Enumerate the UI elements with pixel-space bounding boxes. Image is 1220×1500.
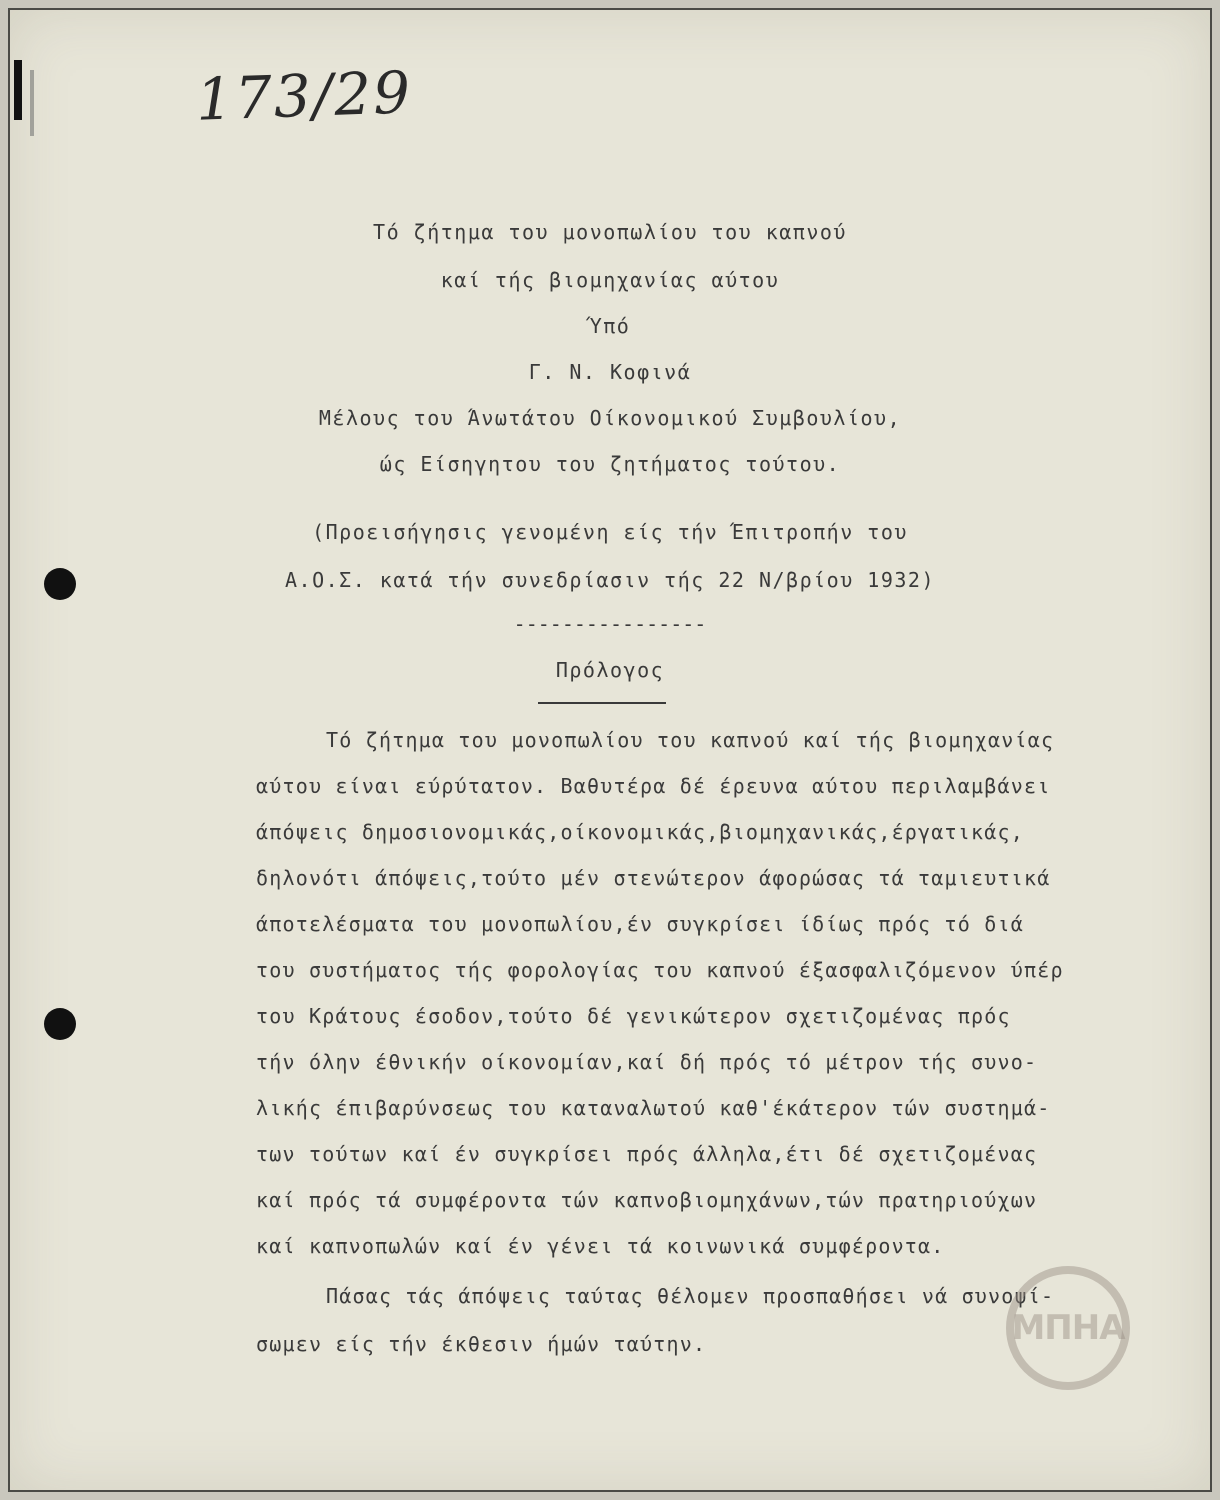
section-divider: ----------------: [513, 612, 707, 636]
paragraph-line-text: καί πρός τά συμφέροντα τών καπνοβιομηχάνων,τών πρατηριούχων: [256, 1188, 1038, 1212]
paragraph-line-text: των τούτων καί έν συγκρίσει πρός άλληλα,έτι δέ σχετιζομένας: [256, 1142, 1038, 1166]
note-line-2: Α.Ο.Σ. κατά τήν συνεδρίασιν τής 22 Ν/βρίου 1932): [285, 568, 935, 592]
paragraph-line-text: του Κράτους έσοδον,τούτο δέ γενικώτερον σχετιζομένας πρός: [256, 1004, 1011, 1028]
prologue-heading: Πρόλογος: [555, 658, 665, 682]
note-line-1: (Προεισήγησις γενομένη είς τήν Έπιτροπήν του: [312, 520, 908, 544]
paragraph-line-text: άπόψεις δημοσιονομικάς,οίκονομικάς,βιομηχανικάς,έργατικάς,: [256, 820, 1024, 844]
paragraph-line-text: Πάσας τάς άπόψεις ταύτας θέλομεν προσπαθήσει νά συνοψί-: [326, 1284, 1055, 1308]
author-name: Γ. Ν. Κοφινά: [528, 360, 692, 384]
paragraph-line-text: Τό ζήτημα του μονοπωλίου του καπνού καί τής βιομηχανίας: [326, 728, 1055, 752]
title-line-2: καί τής βιομηχανίας αύτου: [440, 268, 780, 292]
paragraph-line-text: δηλονότι άπόψεις,τούτο μέν στενώτερον άφορώσας τά ταμιευτικά: [256, 866, 1051, 890]
punch-hole-bottom: [44, 1008, 76, 1040]
handwritten-archive-number: 173/29: [194, 58, 414, 134]
binding-mark: [14, 60, 22, 120]
binding-shadow: [30, 70, 34, 136]
paragraph-line-text: καί καπνοπωλών καί έν γένει τά κοινωνικά συμφέροντα.: [256, 1234, 945, 1258]
paragraph-line-text: τήν όλην έθνικήν οίκονομίαν,καί δή πρός τό μέτρον τής συνο-: [256, 1050, 1038, 1074]
paragraph-line-text: σωμεν είς τήν έκθεσιν ήμών ταύτην.: [256, 1332, 707, 1356]
author-role-1: Μέλους του Άνωτάτου Οίκονομικού Συμβουλίου,: [318, 406, 902, 430]
paragraph-line-text: λικής έπιβαρύνσεως του καταναλωτού καθ'έκάτερον τών συστημά-: [256, 1096, 1051, 1120]
title-line-1: Τό ζήτημα του μονοπωλίου του καπνού: [373, 220, 847, 244]
archive-stamp: ΜΠΗΑ: [1006, 1266, 1130, 1390]
paragraph-line-text: άποτελέσματα του μονοπωλίου,έν συγκρίσει ίδίως πρός τό διά: [256, 912, 1024, 936]
paragraph-line-text: αύτου είναι εύρύτατον. Βαθυτέρα δέ έρευνα αύτου περιλαμβάνει: [256, 774, 1051, 798]
paragraph-line-text: του συστήματος τής φορολογίας του καπνού έξασφαλιζόμενον ύπέρ: [256, 958, 1064, 982]
author-role-2: ώς Είσηγητου του ζητήματος τούτου.: [379, 452, 841, 476]
title-by: Ύπό: [589, 314, 631, 338]
prologue-underline: [538, 702, 666, 704]
